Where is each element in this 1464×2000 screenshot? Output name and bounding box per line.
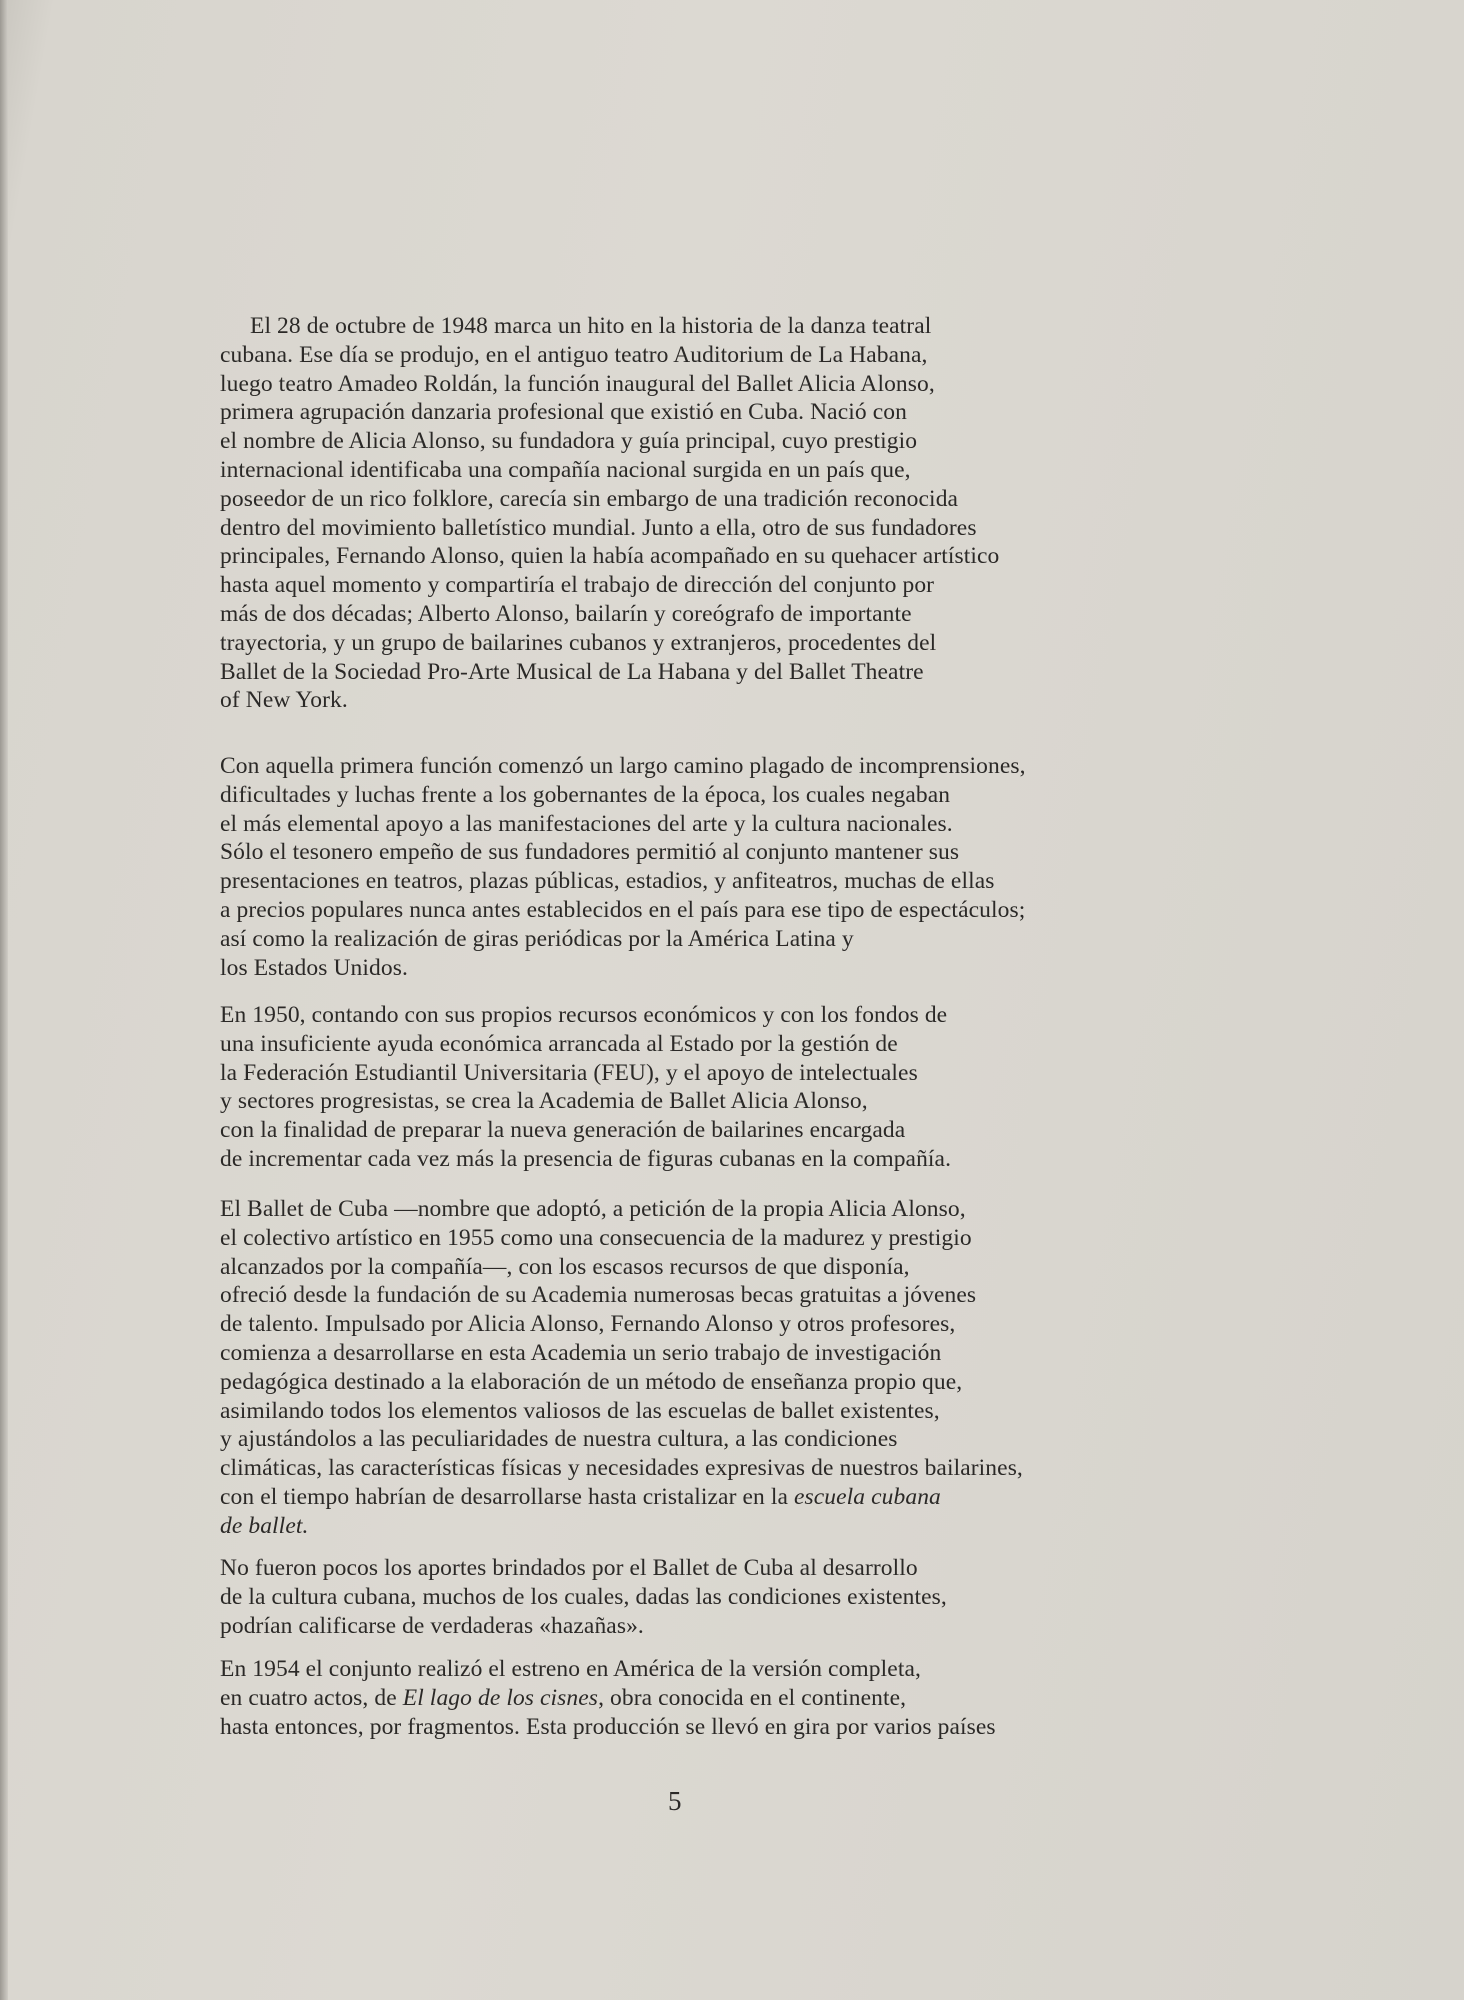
italic-text: escuela cubana xyxy=(793,1483,941,1510)
text-span: pedagógica destinado a la elaboración de un método de enseñanza propio que, xyxy=(220,1368,963,1395)
text-span: asimilando todos los elementos valiosos de las escuelas de ballet existentes, xyxy=(220,1397,940,1424)
page-number: 5 xyxy=(668,1786,682,1816)
text-span: dentro del movimiento balletístico mundial. Junto a ella, otro de sus fundadores xyxy=(220,514,977,541)
text-span: alcanzados por la compañía—, con los escasos recursos de que disponía, xyxy=(220,1253,910,1280)
text-span: el colectivo artístico en 1955 como una consecuencia de la madurez y prestigio xyxy=(220,1224,972,1251)
text-span: los Estados Unidos. xyxy=(220,954,408,981)
text-span: la Federación Estudiantil Universitaria (FEU), y el apoyo de intelectuales xyxy=(220,1059,918,1086)
text-span: y sectores progresistas, se crea la Academia de Ballet Alicia Alonso, xyxy=(220,1088,868,1115)
text-span: presentaciones en teatros, plazas públicas, estadios, y anfiteatros, muchas de ellas xyxy=(220,868,995,895)
text-line xyxy=(220,1145,1150,1174)
text-line xyxy=(220,867,1150,896)
paragraph xyxy=(220,1195,1150,1541)
text-span: de incrementar cada vez más la presencia de figuras cubanas en la compañía. xyxy=(220,1145,952,1172)
text-span: el nombre de Alicia Alonso, su fundadora y guía principal, cuyo prestigio xyxy=(220,428,918,455)
text-line xyxy=(220,1368,1150,1397)
text-span: con la finalidad de preparar la nueva generación de bailarines encargada xyxy=(220,1117,906,1144)
text-line xyxy=(220,629,1150,658)
text-span: ofreció desde la fundación de su Academia numerosas becas gratuitas a jóvenes xyxy=(220,1282,977,1309)
text-line xyxy=(220,1583,1150,1612)
text-line xyxy=(220,1655,1150,1684)
page-edge-shadow xyxy=(0,0,8,2000)
paragraph xyxy=(220,1554,1150,1640)
text-span: of New York. xyxy=(220,687,348,714)
text-line xyxy=(220,1116,1150,1145)
paragraph xyxy=(220,312,1150,715)
text-span: hasta aquel momento y compartiría el trabajo de dirección del conjunto por xyxy=(220,572,935,599)
text-span: En 1954 el conjunto realizó el estreno en América de la versión completa, xyxy=(220,1656,921,1682)
text-line xyxy=(220,686,1150,715)
text-line xyxy=(220,1059,1150,1088)
text-span: El Ballet de Cuba —nombre que adoptó, a petición de la propia Alicia Alonso, xyxy=(220,1196,966,1222)
text-line xyxy=(220,1087,1150,1116)
text-line xyxy=(220,1001,1150,1030)
text-span: trayectoria, y un grupo de bailarines cubanos y extranjeros, procedentes del xyxy=(220,629,937,656)
text-line xyxy=(220,1684,1150,1713)
text-span: y ajustándolos a las peculiaridades de nuestra cultura, a las condiciones xyxy=(220,1426,898,1453)
text-span: luego teatro Amadeo Roldán, la función inaugural del Ballet Alicia Alonso, xyxy=(220,370,935,397)
text-line xyxy=(220,1339,1150,1368)
text-span: podrían calificarse de verdaderas «hazañas». xyxy=(220,1612,644,1639)
text-span: más de dos décadas; Alberto Alonso, bailarín y coreógrafo de importante xyxy=(220,600,912,627)
text-line xyxy=(220,456,1150,485)
text-span: con el tiempo habrían de desarrollarse hasta cristalizar en la xyxy=(220,1483,794,1510)
text-line xyxy=(220,600,1150,629)
text-line xyxy=(220,571,1150,600)
text-line xyxy=(220,658,1150,687)
text-span: en cuatro actos, de xyxy=(220,1684,403,1711)
text-span: principales, Fernando Alonso, quien la había acompañado en su quehacer artístico xyxy=(220,543,1000,570)
text-line xyxy=(220,1195,1150,1224)
text-span: de la cultura cubana, muchos de los cuales, dadas las condiciones existentes, xyxy=(220,1583,947,1610)
text-line xyxy=(220,925,1150,954)
text-line xyxy=(220,312,1150,341)
text-span: El 28 de octubre de 1948 marca un hito en la historia de la danza teatral xyxy=(250,313,932,339)
text-line xyxy=(220,810,1150,839)
text-span: primera agrupación danzaria profesional que existió en Cuba. Nació con xyxy=(220,399,907,426)
text-line xyxy=(220,1554,1150,1583)
text-line xyxy=(220,1397,1150,1426)
text-span: Sólo el tesonero empeño de sus fundadores permitió al conjunto mantener sus xyxy=(220,839,960,866)
text-span: hasta entonces, por fragmentos. Esta producción se llevó en gira por varios países xyxy=(220,1713,996,1740)
text-span: de talento. Impulsado por Alicia Alonso, Fernando Alonso y otros profesores, xyxy=(220,1311,956,1338)
text-span: climáticas, las características físicas y necesidades expresivas de nuestros bailarines, xyxy=(220,1455,1023,1482)
text-span: dificultades y luchas frente a los gobernantes de la época, los cuales negaban xyxy=(220,781,951,808)
text-span: , obra conocida en el continente, xyxy=(598,1684,907,1711)
text-line xyxy=(220,514,1150,543)
text-span: poseedor de un rico folklore, carecía sin embargo de una tradición reconocida xyxy=(220,485,959,512)
text-line xyxy=(220,752,1150,781)
text-line xyxy=(220,781,1150,810)
text-span: Ballet de la Sociedad Pro-Arte Musical de La Habana y del Ballet Theatre xyxy=(220,658,924,685)
text-line xyxy=(220,1224,1150,1253)
text-span: Con aquella primera función comenzó un largo camino plagado de incomprensiones, xyxy=(220,753,1026,779)
text-line xyxy=(220,1512,1150,1541)
paragraph xyxy=(220,1655,1150,1741)
text-line xyxy=(220,896,1150,925)
text-span: así como la realización de giras periódicas por la América Latina y xyxy=(220,925,854,952)
text-line xyxy=(220,370,1150,399)
text-line xyxy=(220,1713,1150,1742)
text-line xyxy=(220,954,1150,983)
text-line xyxy=(220,1253,1150,1282)
text-line xyxy=(220,542,1150,571)
text-span: a precios populares nunca antes establecidos en el país para ese tipo de espectáculos; xyxy=(220,896,1026,923)
text-line xyxy=(220,1483,1150,1512)
text-line xyxy=(220,427,1150,456)
text-line xyxy=(220,1612,1150,1641)
text-line xyxy=(220,1454,1150,1483)
italic-text: El lago de los cisnes xyxy=(402,1684,599,1711)
text-span: No fueron pocos los aportes brindados por el Ballet de Cuba al desarrollo xyxy=(220,1555,918,1581)
paragraph xyxy=(220,752,1150,982)
paragraph xyxy=(220,1001,1150,1174)
text-line xyxy=(220,1281,1150,1310)
text-span: internacional identificaba una compañía nacional surgida en un país que, xyxy=(220,456,911,483)
text-line xyxy=(220,838,1150,867)
text-line xyxy=(220,1030,1150,1059)
italic-text: de ballet. xyxy=(220,1512,309,1539)
text-line xyxy=(220,1310,1150,1339)
text-span: una insuficiente ayuda económica arrancada al Estado por la gestión de xyxy=(220,1030,898,1057)
text-span: comienza a desarrollarse en esta Academia un serio trabajo de investigación xyxy=(220,1339,942,1366)
text-span: el más elemental apoyo a las manifestaciones del arte y la cultura nacionales. xyxy=(220,810,953,837)
text-line xyxy=(220,485,1150,514)
text-span: En 1950, contando con sus propios recursos económicos y con los fondos de xyxy=(220,1002,948,1028)
text-line xyxy=(220,1425,1150,1454)
text-line xyxy=(220,341,1150,370)
text-line xyxy=(220,398,1150,427)
text-span: cubana. Ese día se produjo, en el antiguo teatro Auditorium de La Habana, xyxy=(220,341,928,368)
